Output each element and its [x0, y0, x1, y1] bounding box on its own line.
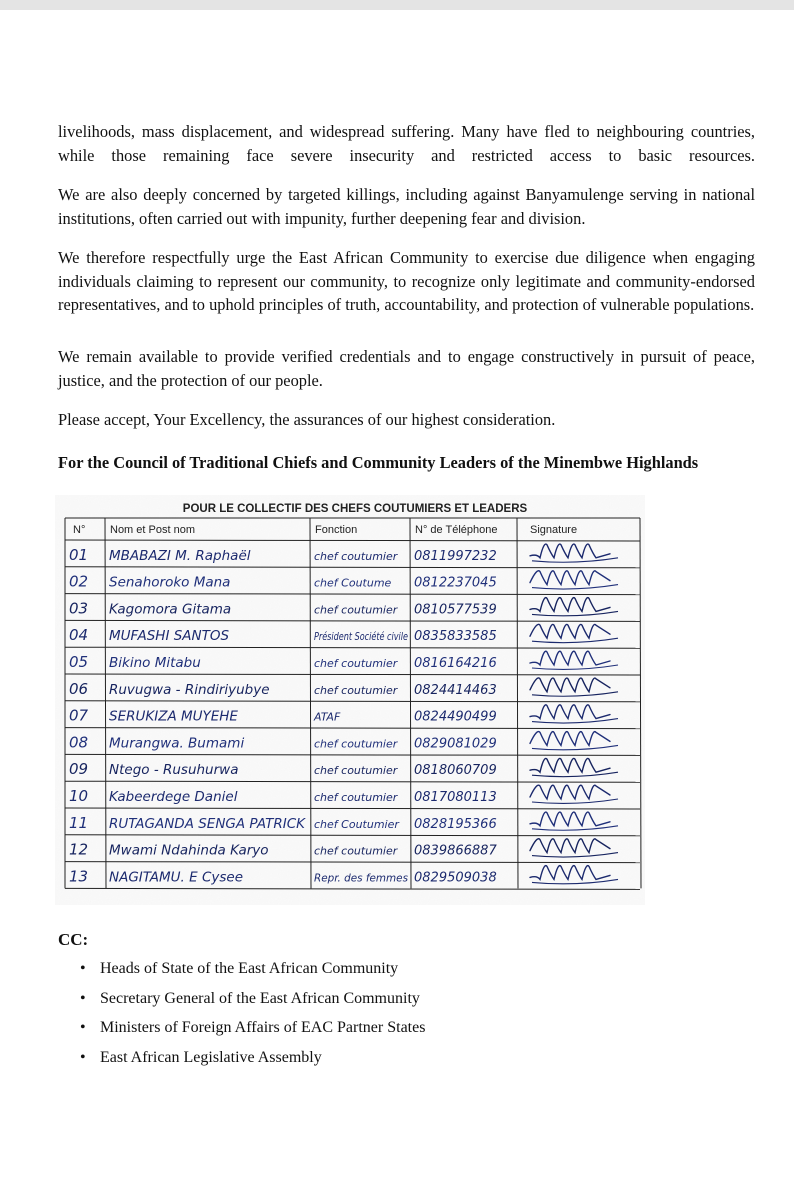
row-phone: 0835833585 — [414, 629, 497, 645]
cc-list — [80, 958, 425, 1076]
row-function: chef coutumier — [314, 657, 398, 670]
row-phone: 0824490499 — [414, 709, 497, 725]
cc-item: • Heads of State of the East African Community — [80, 958, 425, 988]
row-number: 04 — [69, 626, 89, 645]
row-name: RUTAGANDA SENGA PATRICK — [109, 815, 306, 832]
row-function: ATAF — [314, 710, 341, 724]
cc-label: CC: — [58, 930, 89, 949]
row-function: chef coutumier — [314, 737, 398, 751]
row-function: chef Coutume — [314, 576, 392, 590]
row-number: 09 — [69, 760, 89, 779]
row-function: chef coutumier — [314, 764, 398, 778]
paragraph-1: livelihoods, mass displacement, and widespread suffering. Many have fled to neighbouring countries, while those remaining face severe insecurity and restricted access to basic resources. — [58, 122, 755, 165]
row-function: chef coutumier — [314, 844, 398, 858]
row-name: Ntego - Rusuhurwa — [109, 762, 239, 779]
row-name: Senahoroko Mana — [109, 574, 231, 591]
viewer-top-bar — [0, 0, 794, 10]
row-number: 03 — [69, 599, 89, 618]
table-header-3: N° de Téléphone — [415, 524, 498, 536]
row-phone: 0811997232 — [414, 548, 497, 564]
row-name: Bikino Mitabu — [109, 655, 201, 671]
cc-item: • Secretary General of the East African Community — [80, 988, 425, 1018]
row-number: 13 — [69, 867, 89, 886]
paragraph-4: We remain available to provide verified credentials and to engage constructively in pursuit of peace, justice, and the protection of our people. — [58, 347, 755, 390]
row-number: 08 — [69, 733, 89, 752]
table-header-2: Fonction — [315, 524, 358, 536]
row-phone: 0812237045 — [414, 575, 497, 591]
row-phone: 0828195366 — [414, 816, 497, 832]
row-phone: 0817080113 — [414, 790, 497, 805]
signature-table-scan — [55, 495, 645, 905]
row-function: Président Société civile — [314, 630, 409, 644]
row-function: chef Coutumier — [314, 817, 399, 831]
row-phone: 0829081029 — [414, 736, 497, 752]
row-name: MBABAZI M. Raphaël — [109, 547, 251, 564]
row-name: Ruvugwa - Rindiriyubye — [109, 681, 270, 698]
table-title: POUR LE COLLECTIF DES CHEFS COUTUMIERS ET LEADERS — [182, 503, 528, 515]
row-number: 05 — [69, 653, 89, 671]
row-name: Kagomora Gitama — [109, 601, 232, 618]
row-phone: 0818060709 — [414, 763, 497, 779]
row-name: SERUKIZA MUYEHE — [109, 708, 238, 725]
row-phone: 0829509038 — [414, 870, 497, 886]
row-function: Repr. des femmes — [314, 871, 409, 885]
table-header-0: N° — [73, 524, 86, 536]
paragraph-2: We are also deeply concerned by targeted killings, including against Banyamulenge serving in national institutions, often carried out with impunity, further deepening fear and division. — [58, 185, 755, 228]
council-signature-line: For the Council of Traditional Chiefs and Community Leaders of the Minembwe Highlands — [58, 453, 699, 472]
table-header-4: Signature — [530, 524, 578, 536]
row-number: 07 — [69, 706, 89, 725]
row-number: 10 — [69, 787, 89, 805]
row-number: 02 — [69, 572, 89, 591]
row-name: Murangwa. Bumami — [109, 735, 245, 752]
table-header-1: Nom et Post nom — [110, 524, 195, 536]
row-phone: 0824414463 — [414, 682, 497, 698]
row-phone: 0839866887 — [414, 843, 497, 859]
cc-item: • Ministers of Foreign Affairs of EAC Partner States — [80, 1017, 425, 1047]
row-function: chef coutumier — [314, 791, 398, 804]
row-name: Mwami Ndahinda Karyo — [109, 842, 269, 859]
row-phone: 0810577539 — [414, 602, 497, 618]
row-number: 06 — [69, 679, 89, 698]
row-number: 11 — [69, 813, 89, 832]
row-name: MUFASHI SANTOS — [109, 628, 230, 645]
paragraph-5: Please accept, Your Excellency, the assurances of our highest consideration. — [58, 410, 556, 429]
paragraph-3: We therefore respectfully urge the East African Community to exercise due diligence when engaging individuals claiming to represent our community, to recognize only legitimate and community-endorsed representatives, and to uphold principles of truth, accountability, and protection of vulnerable populations. — [58, 248, 755, 314]
row-function: chef coutumier — [314, 683, 398, 697]
row-name: Kabeerdege Daniel — [109, 789, 238, 805]
row-number: 01 — [69, 545, 89, 564]
row-function: chef coutumier — [314, 603, 398, 617]
cc-item: • East African Legislative Assembly — [80, 1047, 425, 1077]
row-name: NAGITAMU. E Cysee — [109, 869, 244, 886]
row-phone: 0816164216 — [414, 656, 497, 671]
row-function: chef coutumier — [314, 549, 398, 563]
row-number: 12 — [69, 840, 89, 859]
signature-table — [55, 495, 645, 905]
